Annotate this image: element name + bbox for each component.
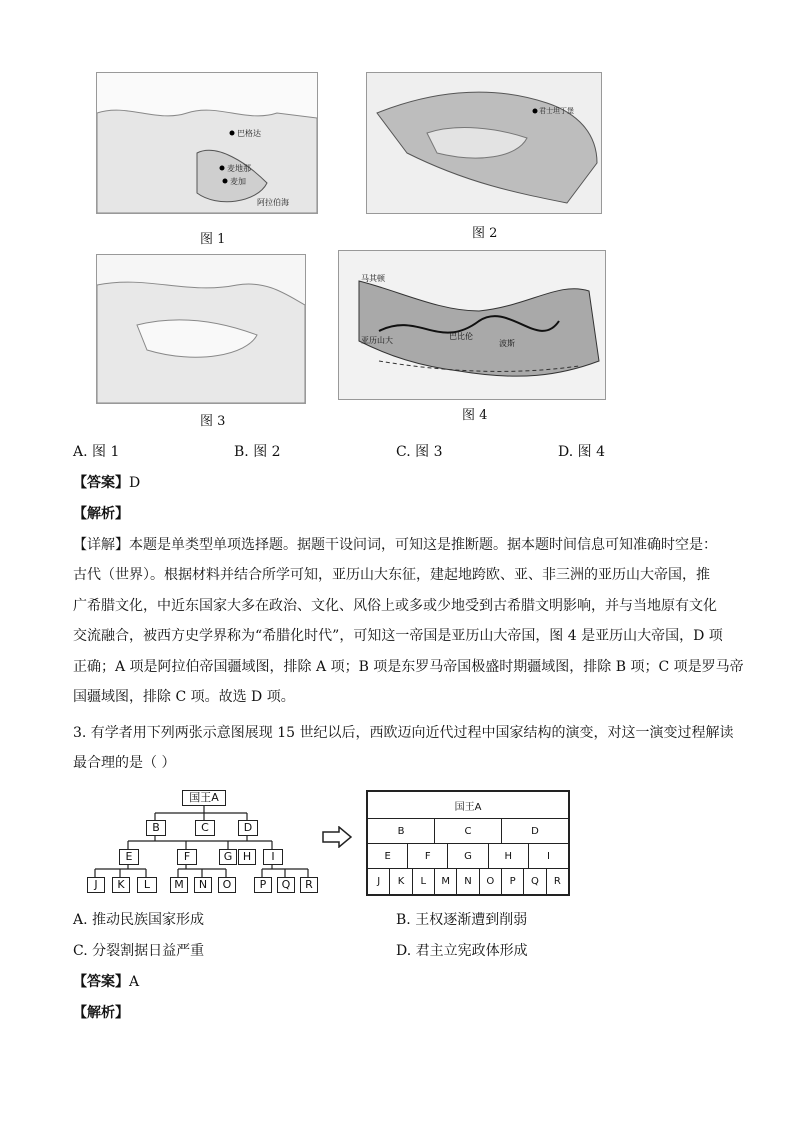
tree-node-level3: N: [194, 877, 212, 893]
q3-answer: [73, 972, 139, 992]
map-label-babylon: 巴比伦: [449, 332, 473, 341]
q2-answer-tag: 【答案】: [73, 475, 129, 491]
tree-node-level3: J: [87, 877, 105, 893]
table-cell: D: [531, 825, 539, 837]
table-cell: C: [435, 819, 502, 843]
q3-option-a: A. 推动民族国家形成: [73, 912, 205, 928]
tree-node-level2: I: [263, 849, 283, 865]
figure-4-caption: 图 4: [462, 408, 488, 423]
map-label-mecca: 麦加: [230, 177, 246, 186]
table-row-level3: [368, 869, 568, 894]
table-cell: N: [457, 869, 479, 894]
q2-answer-value: D: [129, 475, 141, 491]
tree-node-level1: C: [195, 820, 215, 836]
table-cell: B: [368, 819, 435, 843]
table-cell: E: [368, 844, 408, 868]
table-row-level1: [368, 819, 568, 844]
figure-3-caption: 图 3: [200, 414, 226, 429]
tree-node-level3: O: [218, 877, 236, 893]
map-label-persia: 波斯: [499, 339, 515, 348]
table-cell: J: [368, 869, 390, 894]
table-cell: I: [546, 850, 550, 862]
q2-option-d: D. 图 4: [558, 444, 605, 460]
table-cell: O: [480, 869, 502, 894]
map-label-medina: 麦地那: [227, 164, 251, 173]
map-label-baghdad: 巴格达: [237, 129, 261, 138]
q3-answer-value: A: [129, 974, 140, 990]
q3-option-c: C. 分裂割据日益严重: [73, 943, 205, 959]
map-label-arabian-sea: 阿拉伯海: [257, 198, 289, 207]
table-cell: M: [435, 869, 457, 894]
tree-node-level3: M: [170, 877, 188, 893]
tree-node-level1: B: [146, 820, 166, 836]
table-cell: F: [408, 844, 448, 868]
q2-detail-line: 国疆域图，排除 C 项。故选 D 项。: [73, 689, 295, 706]
figure-1-caption: 图 1: [200, 232, 226, 247]
table-cell: G: [448, 844, 488, 868]
q2-detail-line: 交流融合，被西方史学界称为“希腊化时代”，可知这一帝国是亚历山大帝国，图 4 是亚历山大帝国，D 项: [73, 628, 723, 645]
unified-state-table-diagram: [366, 790, 570, 896]
q2-option-a: A. 图 1: [73, 444, 120, 460]
tree-node-level3: Q: [277, 877, 295, 893]
q3-option-d: D. 君主立宪政体形成: [396, 943, 528, 959]
tree-node-level2: F: [177, 849, 197, 865]
table-cell: P: [502, 869, 524, 894]
q2-option-b: B. 图 2: [234, 444, 281, 460]
tree-node-king: 国王A: [182, 790, 226, 806]
table-cell: K: [390, 869, 412, 894]
q2-detail-line: 【详解】本题是单类型单项选择题。据题干设问词，可知这是推断题。据本题时间信息可知准确时空是：: [73, 537, 717, 553]
q2-detail-line: 古代（世界）。根据材料并结合所学可知，亚历山大东征，建起地跨欧、亚、非三洲的亚历山大帝国，推: [73, 567, 710, 584]
table-row-level2: [368, 844, 568, 869]
q2-analysis-tag: 【解析】: [73, 506, 129, 522]
tree-node-level1: D: [238, 820, 258, 836]
tree-node-level2: G: [219, 849, 237, 865]
table-cell: R: [553, 876, 561, 887]
q3-analysis-tag: 【解析】: [73, 1005, 129, 1021]
tree-node-level2: E: [119, 849, 139, 865]
map-label-constantinople: 君士坦丁堡: [539, 107, 574, 115]
q3-option-b: B. 王权逐渐遭到削弱: [396, 912, 528, 928]
map-label-alexandria: 亚历山大: [361, 336, 393, 345]
tree-node-level3: R: [300, 877, 318, 893]
q3-stem-line-2: 最合理的是（ ）: [73, 755, 176, 771]
tree-node-level3: K: [112, 877, 130, 893]
tree-node-level3: P: [254, 877, 272, 893]
figure-2-caption: 图 2: [472, 226, 498, 241]
transition-arrow-icon: [322, 826, 352, 848]
table-row-king: [368, 792, 568, 819]
tree-node-level2: H: [238, 849, 256, 865]
q3-answer-tag: 【答案】: [73, 974, 129, 990]
table-cell: Q: [524, 869, 546, 894]
q2-detail-line: 正确；A 项是阿拉伯帝国疆域图，排除 A 项；B 项是东罗马帝国极盛时期疆域图，排除 B 项；C 项是罗马帝: [73, 658, 744, 675]
table-cell: H: [489, 844, 529, 868]
table-cell-king: 国王A: [454, 801, 482, 813]
q2-option-c: C. 图 3: [396, 444, 443, 460]
q3-stem-line-1: 3. 有学者用下列两张示意图展现 15 世纪以后，西欧迈向近代过程中国家结构的演变，对这一演变过程解读: [73, 725, 734, 741]
map-label-macedonia: 马其顿: [361, 274, 385, 283]
q2-detail-line: 广希腊文化，中近东国家大多在政治、文化、风俗上或多或少地受到古希腊文明影响，并与当地原有文化: [73, 597, 717, 614]
table-cell: L: [413, 869, 435, 894]
tree-node-level3: L: [137, 877, 157, 893]
